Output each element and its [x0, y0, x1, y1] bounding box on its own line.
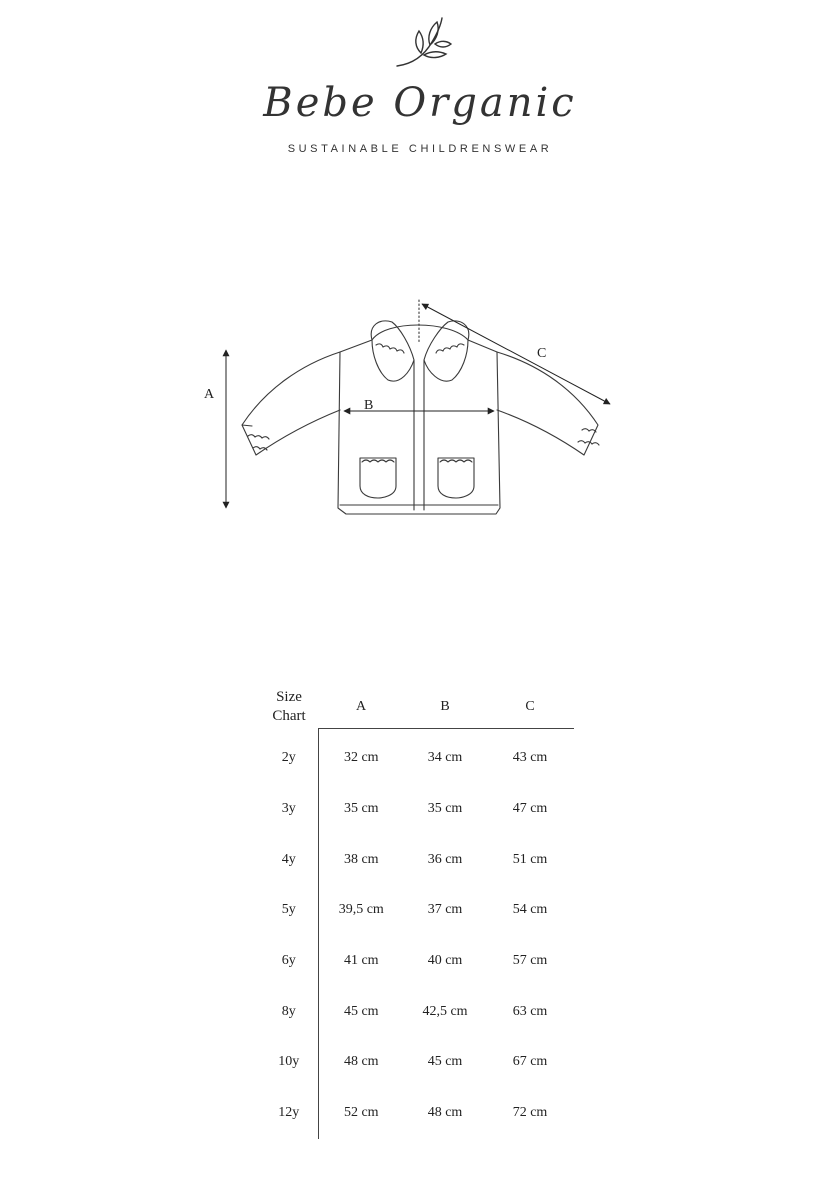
value-c-cell: 67 cm — [512, 1054, 548, 1070]
value-a-cell: 52 cm — [343, 1105, 379, 1121]
value-b-cell: 34 cm — [427, 750, 463, 766]
brand-tagline: SUSTAINABLE CHILDRENSWEAR — [287, 143, 553, 155]
value-b-cell: 42,5 cm — [422, 1003, 468, 1019]
size-cell: 6y — [260, 936, 318, 987]
value-a-cell: 41 cm — [343, 953, 379, 969]
brand-name: Bebe Organic — [263, 80, 577, 126]
table-row — [260, 1037, 574, 1088]
column-header-b: B — [404, 686, 486, 729]
value-c-cell: 57 cm — [512, 953, 548, 969]
value-c-cell: 72 cm — [512, 1105, 548, 1121]
value-b-cell: 37 cm — [427, 902, 463, 918]
size-chart-header — [260, 686, 318, 729]
size-cell: 2y — [260, 729, 318, 784]
value-b-cell: 48 cm — [427, 1105, 463, 1121]
table-row — [260, 936, 574, 987]
size-header-line2: Chart — [272, 708, 306, 725]
collar-left — [371, 321, 414, 381]
value-c-cell: 47 cm — [512, 801, 548, 817]
right-sleeve — [497, 352, 598, 455]
value-a-cell: 48 cm — [343, 1054, 379, 1070]
size-cell: 10y — [260, 1037, 318, 1088]
value-a-cell: 35 cm — [343, 801, 379, 817]
size-cell: 12y — [260, 1088, 318, 1139]
value-a-cell: 32 cm — [343, 750, 379, 766]
measure-a-label: A — [204, 387, 215, 402]
pocket-right — [438, 458, 474, 498]
value-b-cell: 36 cm — [427, 851, 463, 867]
value-a-cell: 39,5 cm — [338, 902, 384, 918]
value-a-cell: 45 cm — [343, 1003, 379, 1019]
value-b-cell: 45 cm — [427, 1054, 463, 1070]
table-row — [260, 885, 574, 936]
value-c-cell: 51 cm — [512, 851, 548, 867]
measure-c-label: C — [537, 346, 547, 361]
size-cell: 5y — [260, 885, 318, 936]
size-cell: 8y — [260, 986, 318, 1037]
jacket-diagram — [0, 0, 840, 560]
value-b-cell: 35 cm — [427, 801, 463, 817]
value-c-cell: 54 cm — [512, 902, 548, 918]
table-row — [260, 834, 574, 885]
table-row — [260, 1088, 574, 1139]
value-b-cell: 40 cm — [427, 953, 463, 969]
collar-right — [424, 321, 469, 381]
size-chart-table — [260, 686, 574, 1139]
left-sleeve — [242, 352, 340, 455]
value-a-cell: 38 cm — [343, 851, 379, 867]
table-row — [260, 729, 574, 784]
size-cell: 4y — [260, 834, 318, 885]
measure-c-arrow — [422, 304, 610, 404]
column-header-a: A — [318, 686, 404, 729]
jacket-body-outline — [338, 340, 500, 514]
table-row — [260, 784, 574, 835]
value-c-cell: 43 cm — [512, 750, 548, 766]
measure-b-label: B — [364, 398, 374, 413]
table-row — [260, 986, 574, 1037]
column-header-c: C — [486, 686, 574, 729]
size-header-line1: Size — [276, 689, 302, 706]
size-chart-header-row — [260, 686, 574, 729]
pocket-left — [360, 458, 396, 498]
value-c-cell: 63 cm — [512, 1003, 548, 1019]
size-cell: 3y — [260, 784, 318, 835]
